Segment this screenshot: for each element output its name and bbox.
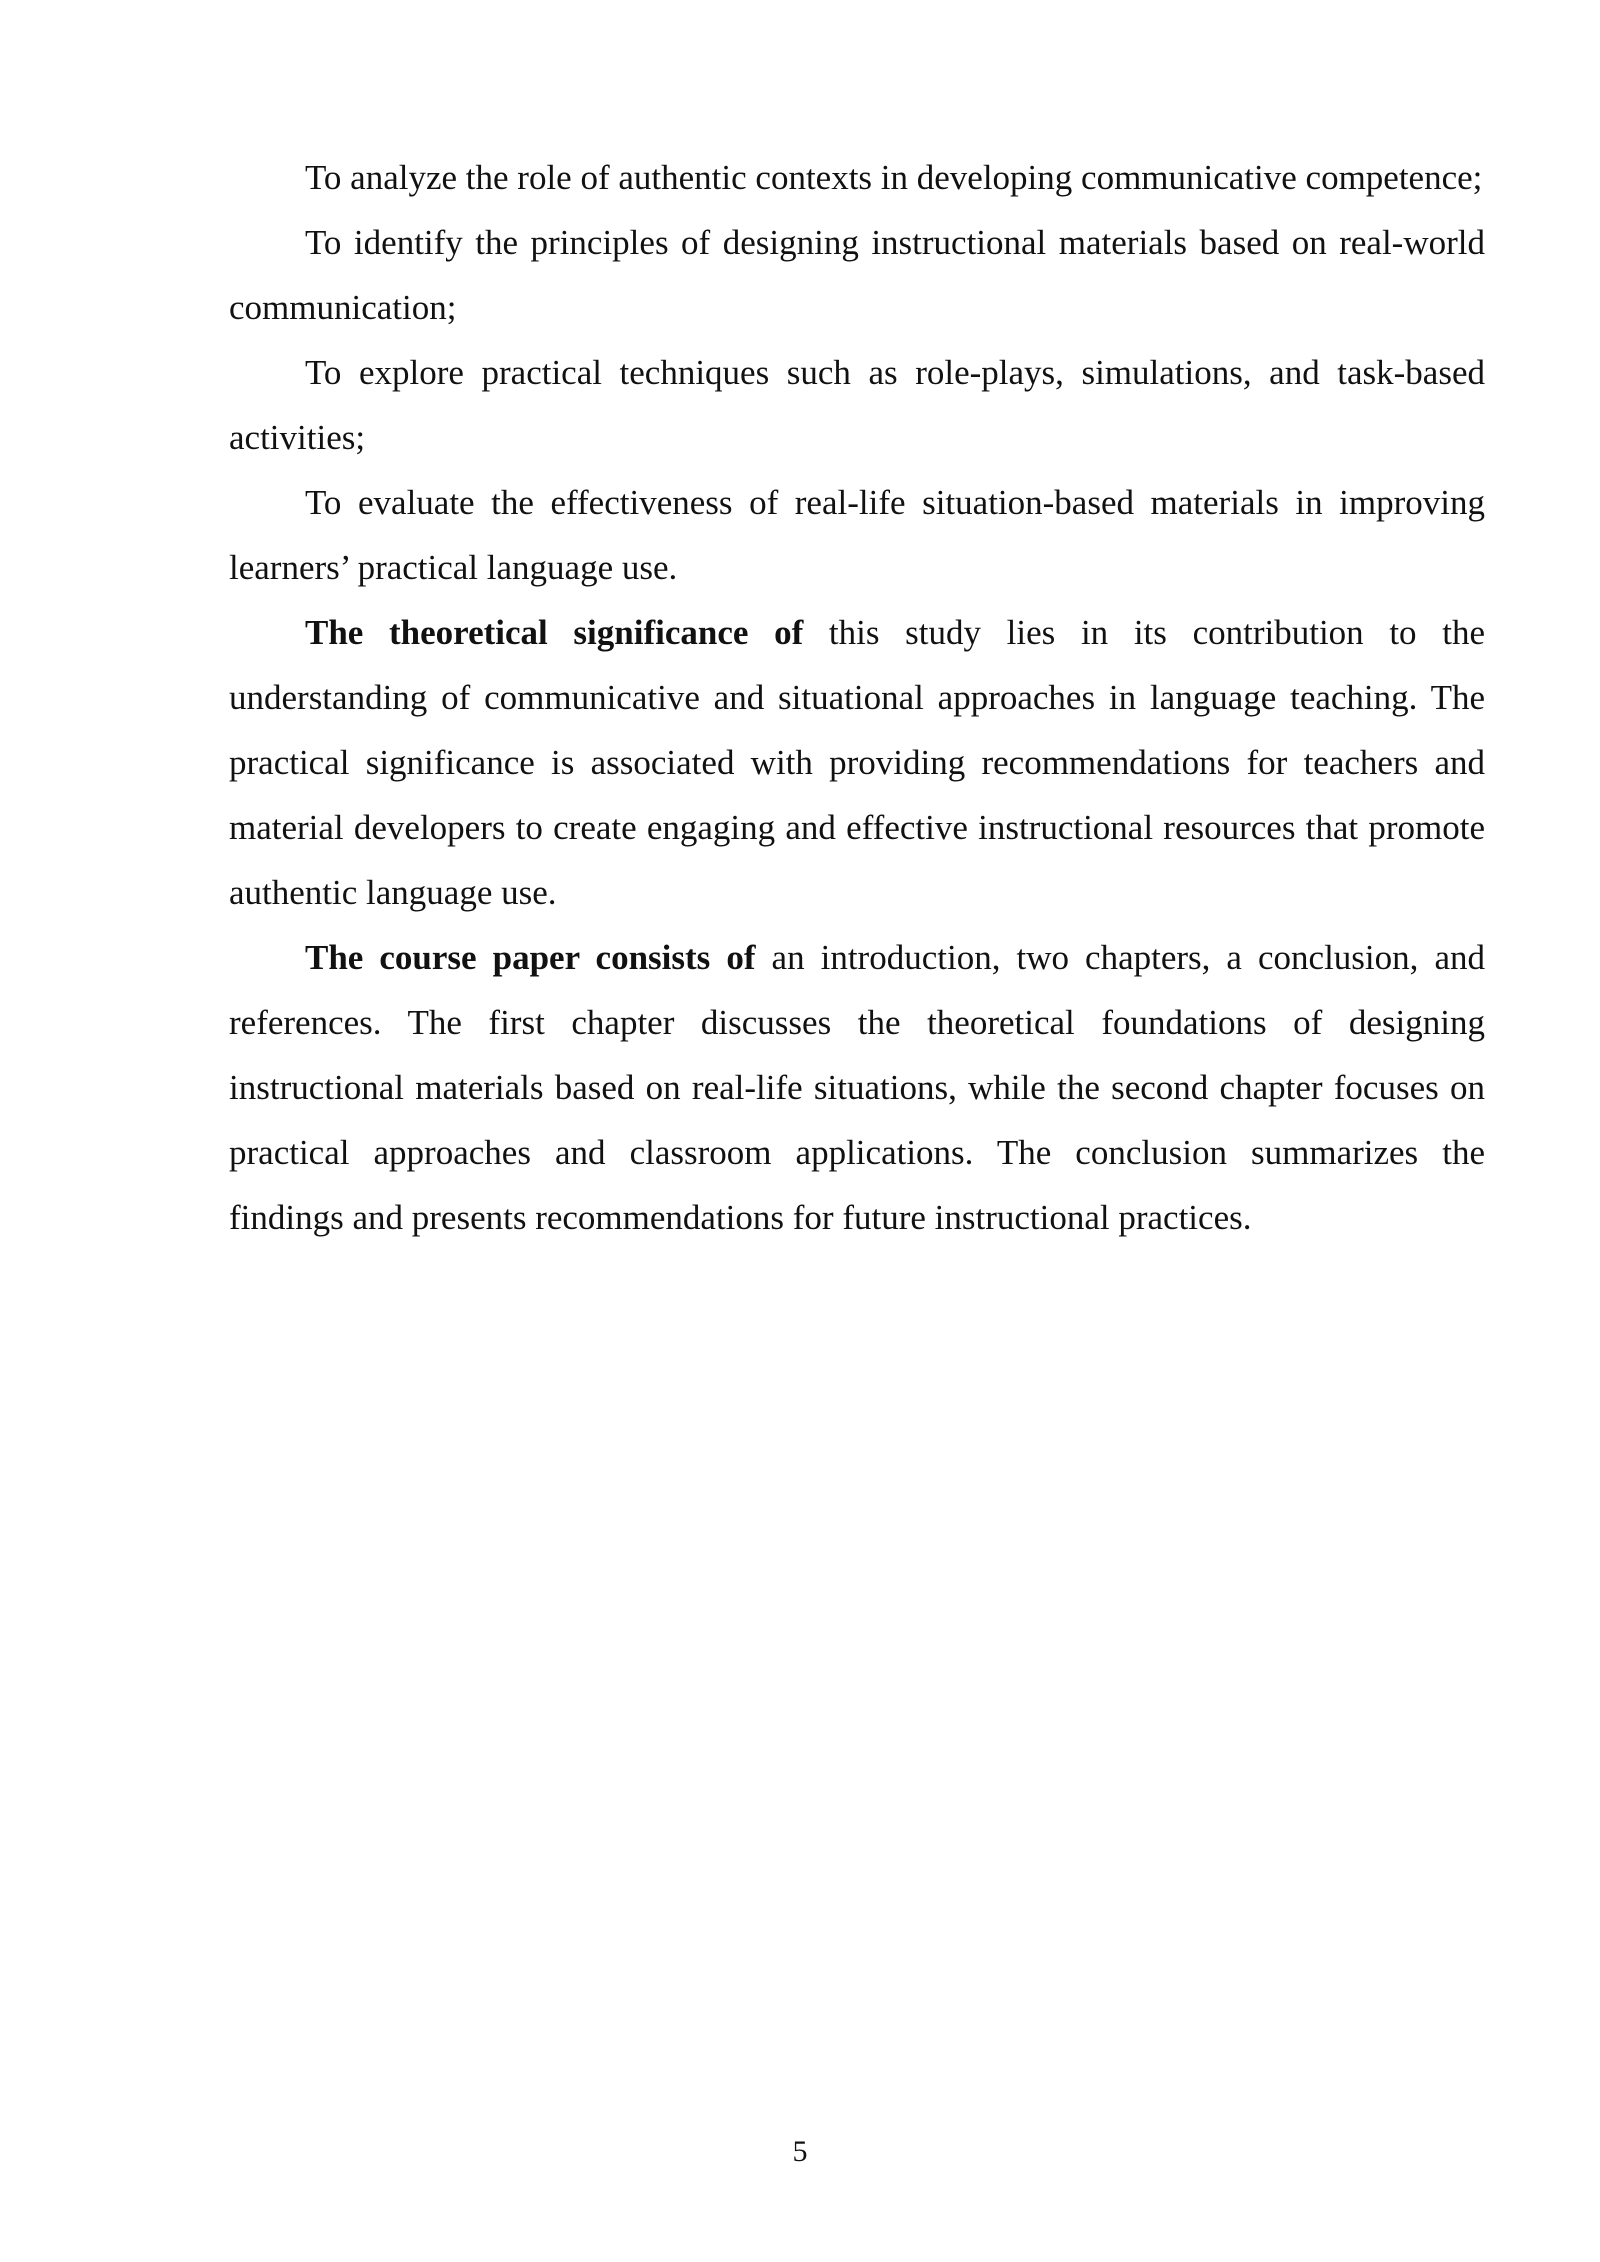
paragraph-text: To explore practical techniques such as role-plays, simulations, and task-based activities; (229, 353, 1485, 457)
page-number: 5 (792, 2135, 808, 2168)
objective-paragraph-1 (229, 145, 1485, 210)
paragraph-text: an introduction, two chapters, a conclusion, and references. The first chapter discusses the theoretical foundations of designing instructional materials based on real-life situations, while the second chapter focuses on practical approaches and classroom applications. The conclusion summarizes the findings and presents recommendations for future instructional practices. (229, 938, 1485, 1237)
paragraph-text: To analyze the role of authentic contexts in developing communicative competence; (305, 158, 1483, 197)
significance-paragraph (229, 600, 1485, 925)
structure-paragraph (229, 925, 1485, 1250)
paragraph-text: To evaluate the effectiveness of real-life situation-based materials in improving learners’ practical language use. (229, 483, 1485, 587)
document-body (229, 145, 1485, 1250)
paragraph-text: To identify the principles of designing instructional materials based on real-world communication; (229, 223, 1485, 327)
objective-paragraph-2 (229, 210, 1485, 340)
paragraph-lead: The theoretical significance of (305, 613, 804, 652)
objective-paragraph-4 (229, 470, 1485, 600)
objective-paragraph-3 (229, 340, 1485, 470)
paragraph-text: this study lies in its contribution to the understanding of communicative and situational approaches in language teaching. The practical significance is associated with providing recommendations for teachers and material developers to create engaging and effective instructional resources that promote authentic language use. (229, 613, 1485, 912)
paragraph-lead: The course paper consists of (305, 938, 756, 977)
